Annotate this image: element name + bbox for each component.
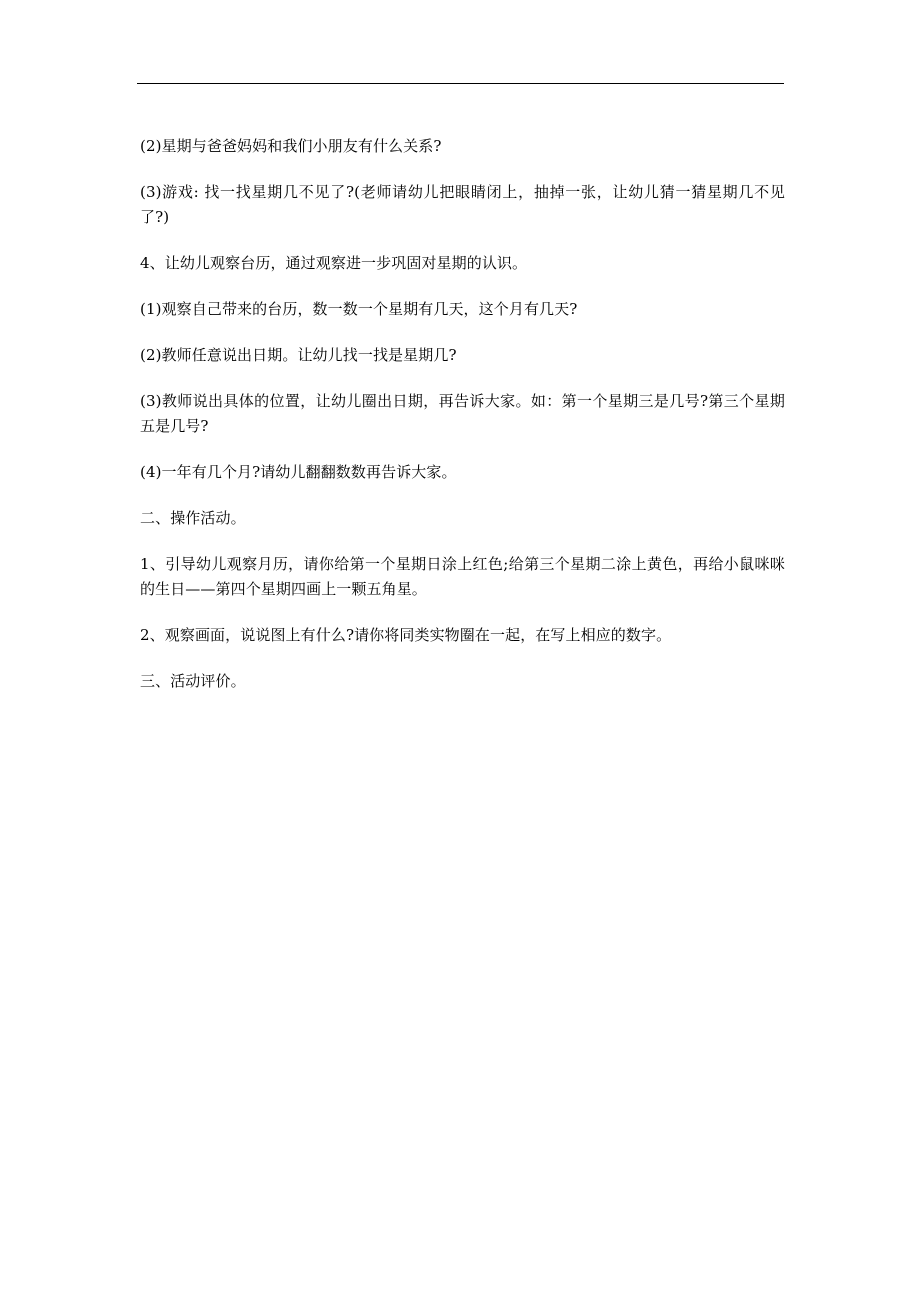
paragraph-count-days: (1)观察自己带来的台历，数一数一个星期有几天，这个月有几天?	[140, 300, 578, 318]
section-heading-operation: 二、操作活动。	[140, 509, 246, 527]
paragraph-game-missing-day: (3)游戏: 找一找星期几不见了?(老师请幼儿把眼睛闭上，抽掉一张，让幼儿猜一猜星期几不见了?)	[140, 183, 785, 226]
document-body	[140, 134, 785, 715]
paragraph-weekday-family: (2)星期与爸爸妈妈和我们小朋友有什么关系?	[140, 137, 442, 155]
paragraph-observe-calendar: 4、让幼儿观察台历，通过观察进一步巩固对星期的认识。	[140, 254, 528, 272]
paragraph-color-calendar: 1、引导幼儿观察月历，请你给第一个星期日涂上红色;给第三个星期二涂上黄色，再给小鼠咪咪的生日——第四个星期四画上一颗五角星。	[140, 555, 785, 598]
paragraph-find-weekday: (2)教师任意说出日期。让幼儿找一找是星期几?	[140, 346, 457, 364]
paragraph-months-in-year: (4)一年有几个月?请幼儿翻翻数数再告诉大家。	[140, 463, 457, 481]
section-heading-evaluation: 三、活动评价。	[140, 672, 246, 690]
header-rule	[137, 83, 784, 84]
paragraph-group-objects: 2、观察画面，说说图上有什么?请你将同类实物圈在一起，在写上相应的数字。	[140, 626, 672, 644]
paragraph-circle-date: (3)教师说出具体的位置，让幼儿圈出日期，再告诉大家。如：第一个星期三是几号?第三个星期五是几号?	[140, 392, 785, 435]
